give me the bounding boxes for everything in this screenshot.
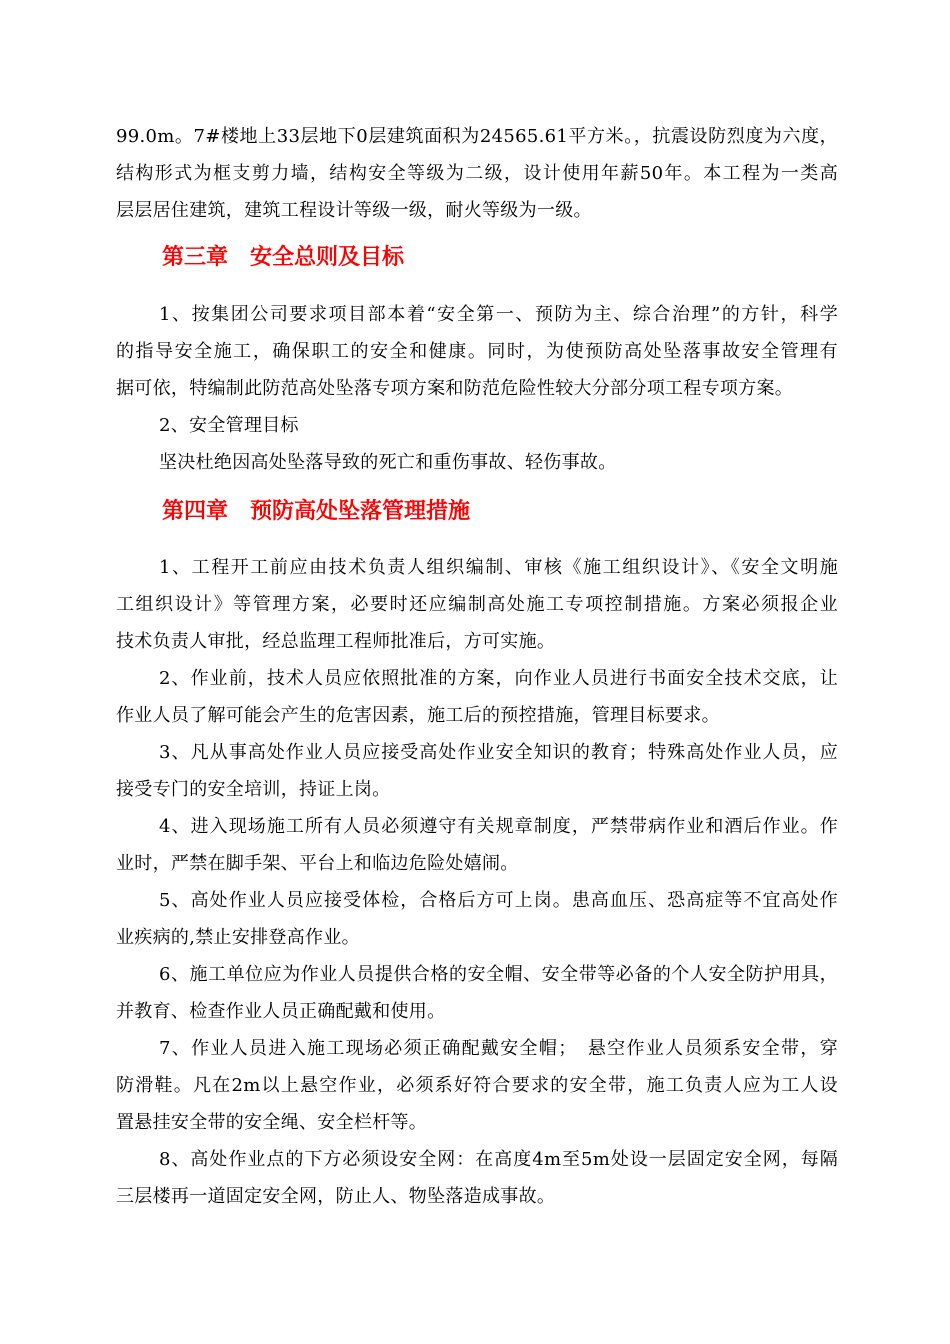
chapter-4-line: 8、高处作业点的下方必须设安全网：在高度4m至5m处设一层固定安全网，每隔 — [159, 1149, 838, 1170]
chapter-3-title: 第三章 安全总则及目标 — [162, 245, 405, 270]
intro-line: 层层居住建筑，建筑工程设计等级一级，耐火等级为一级。 — [116, 200, 592, 221]
document-page — [116, 118, 838, 1215]
chapter-4-line: 业疾病的,禁止安排登高作业。 — [116, 927, 360, 948]
chapter-4-line: 2、作业前，技术人员应依照批准的方案，向作业人员进行书面安全技术交底，让 — [159, 668, 838, 689]
chapter-4-line: 工组织设计》等管理方案，必要时还应编制高处施工专项控制措施。方案必须报企业 — [116, 594, 838, 615]
chapter-4-line: 5、高处作业人员应接受体检，合格后方可上岗。患高血压、恐高症等不宜高处作 — [159, 890, 838, 911]
chapter-4-line: 并教育、检查作业人员正确配戴和使用。 — [116, 1001, 446, 1022]
chapter-4-line: 6、施工单位应为作业人员提供合格的安全帽、安全带等必备的个人安全防护用具， — [159, 964, 838, 985]
chapter-3-line: 1、按集团公司要求项目部本着“安全第一、预防为主、综合治理”的方针，科学 — [159, 304, 838, 325]
chapter-4-line: 1、工程开工前应由技术负责人组织编制、审核《施工组织设计》、《安全文明施 — [159, 557, 838, 578]
chapter-3-line: 坚决杜绝因高处坠落导致的死亡和重伤事故、轻伤事故。 — [159, 452, 617, 473]
chapter-4-line: 三层楼再一道固定安全网，防止人、物坠落造成事故。 — [116, 1186, 556, 1207]
chapter-4-line: 防滑鞋。凡在2m以上悬空作业，必须系好符合要求的安全带，施工负责人应为工人设 — [116, 1075, 838, 1096]
chapter-3-line: 据可依，特编制此防范高处坠落专项方案和防范危险性较大分部分项工程专项方案。 — [116, 378, 794, 399]
chapter-4-line: 业时，严禁在脚手架、平台上和临边危险处嬉闹。 — [116, 853, 519, 874]
intro-line: 99.0m。7#楼地上33层地下0层建筑面积为24565.61平方米。，抗震设防烈度为六度， — [116, 126, 838, 147]
chapter-4-line: 3、凡从事高处作业人员应接受高处作业安全知识的教育；特殊高处作业人员，应 — [159, 742, 838, 763]
chapter-4-line: 7、作业人员进入施工现场必须正确配戴安全帽； 悬空作业人员须系安全带，穿 — [159, 1038, 838, 1059]
chapter-4-line: 4、进入现场施工所有人员必须遵守有关规章制度，严禁带病作业和酒后作业。作 — [159, 816, 838, 837]
chapter-4-line: 技术负责人审批，经总监理工程师批准后，方可实施。 — [116, 631, 556, 652]
intro-line: 结构形式为框支剪力墙，结构安全等级为二级，设计使用年薪50年。本工程为一类高 — [116, 163, 838, 184]
chapter-4-line: 接受专门的安全培训，持证上岗。 — [116, 779, 391, 800]
chapter-3-line: 2、安全管理目标 — [159, 415, 299, 436]
chapter-4-title: 第四章 预防高处坠落管理措施 — [162, 499, 471, 524]
chapter-4-line: 作业人员了解可能会产生的危害因素，施工后的预控措施，管理目标要求。 — [116, 705, 720, 726]
chapter-3-line: 的指导安全施工，确保职工的安全和健康。同时，为使预防高处坠落事故安全管理有 — [116, 341, 838, 362]
chapter-4-line: 置悬挂安全带的安全绳、安全栏杆等。 — [116, 1112, 428, 1133]
